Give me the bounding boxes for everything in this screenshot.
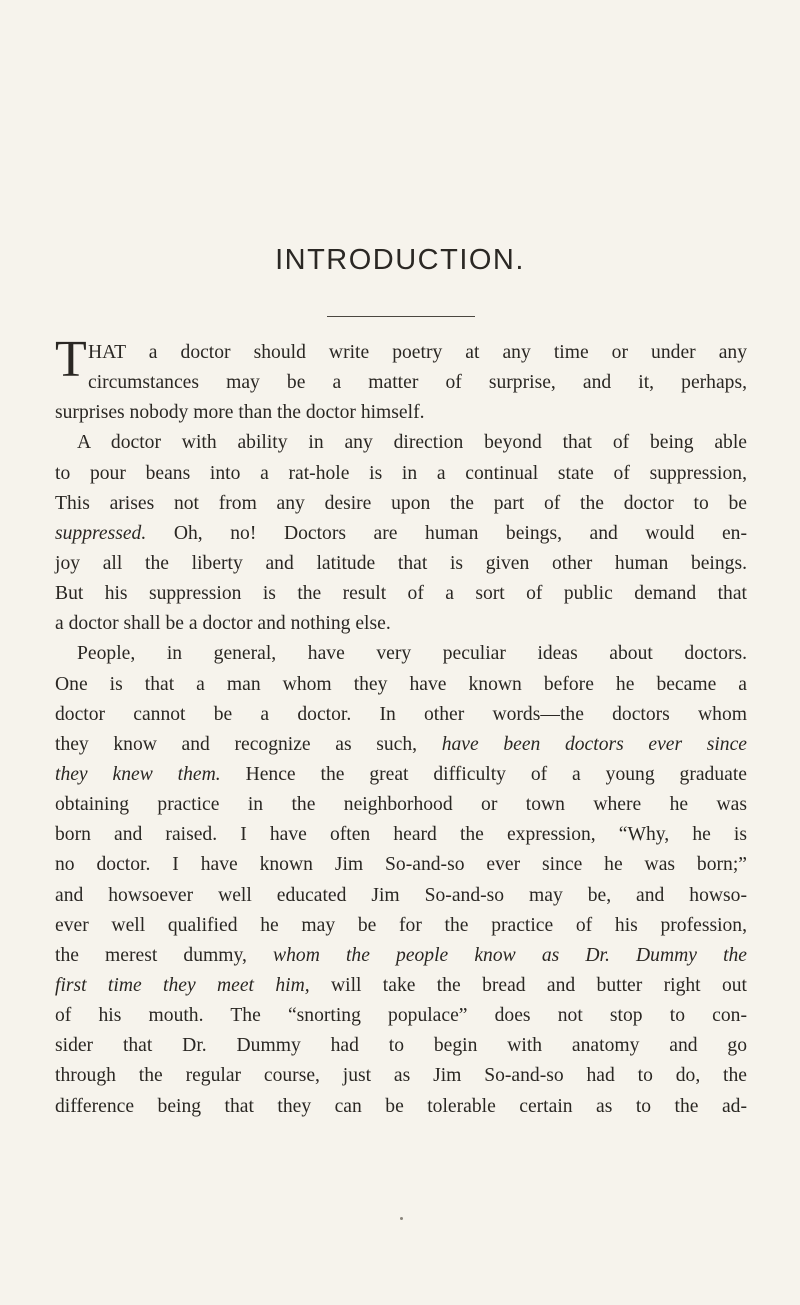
body-text (55, 338, 747, 1122)
drop-cap: T (55, 331, 87, 388)
text-line-24: sider that Dr. Dummy had to begin with anatomy and go (55, 1035, 747, 1057)
text-line-23: of his mouth. The “snorting populace” does not stop to con- (55, 1005, 747, 1027)
text-line-19: and howsoever well educated Jim So-and-so may be, and howso- (55, 884, 747, 906)
text-line-7: suppressed. Oh, no! Doctors are human beings, and would en- (55, 522, 747, 544)
text-line-8: joy all the liberty and latitude that is given other human beings. (55, 552, 747, 574)
page-title: INTRODUCTION. (275, 244, 525, 276)
text-line-18: no doctor. I have known Jim So-and-so ever since he was born;” (55, 854, 747, 876)
text-line-21: the merest dummy, whom the people know as Dr. Dummy the (55, 944, 748, 966)
text-line-12: One is that a man whom they have known before he became a (55, 673, 747, 695)
text-line-22: first time they meet him, will take the bread and butter right out (55, 974, 747, 996)
text-line-3: surprises nobody more than the doctor himself. (55, 402, 425, 424)
text-line-26: difference being that they can be tolerable certain as to the ad- (55, 1095, 747, 1117)
text-line-4: A doctor with ability in any direction beyond that of being able (77, 432, 747, 454)
text-line-25: through the regular course, just as Jim So-and-so had to do, the (55, 1065, 747, 1087)
text-line-13: doctor cannot be a doctor. In other words—the doctors whom (55, 703, 747, 725)
text-line-2: circumstances may be a matter of surprise, and it, perhaps, (88, 372, 747, 394)
page-speck (400, 1217, 403, 1220)
text-line-14: they know and recognize as such, have been doctors ever since (55, 733, 747, 755)
text-line-20: ever well qualified he may be for the practice of his profession, (55, 914, 747, 936)
text-line-9: But his suppression is the result of a sort of public demand that (55, 583, 747, 605)
text-line-6: This arises not from any desire upon the part of the doctor to be (55, 492, 747, 514)
text-line-16: obtaining practice in the neighborhood or town where he was (55, 794, 747, 816)
text-line-10: a doctor shall be a doctor and nothing else. (55, 613, 391, 635)
text-line-11: People, in general, have very peculiar ideas about doctors. (77, 643, 747, 665)
text-line-5: to pour beans into a rat-hole is in a continual state of suppression, (55, 462, 747, 484)
title-rule (327, 316, 475, 317)
text-line-15: they knew them. Hence the great difficulty of a young graduate (55, 763, 747, 785)
text-line-17: born and raised. I have often heard the expression, “Why, he is (55, 824, 747, 846)
text-line-1: HAT a doctor should write poetry at any time or under any (88, 342, 747, 363)
